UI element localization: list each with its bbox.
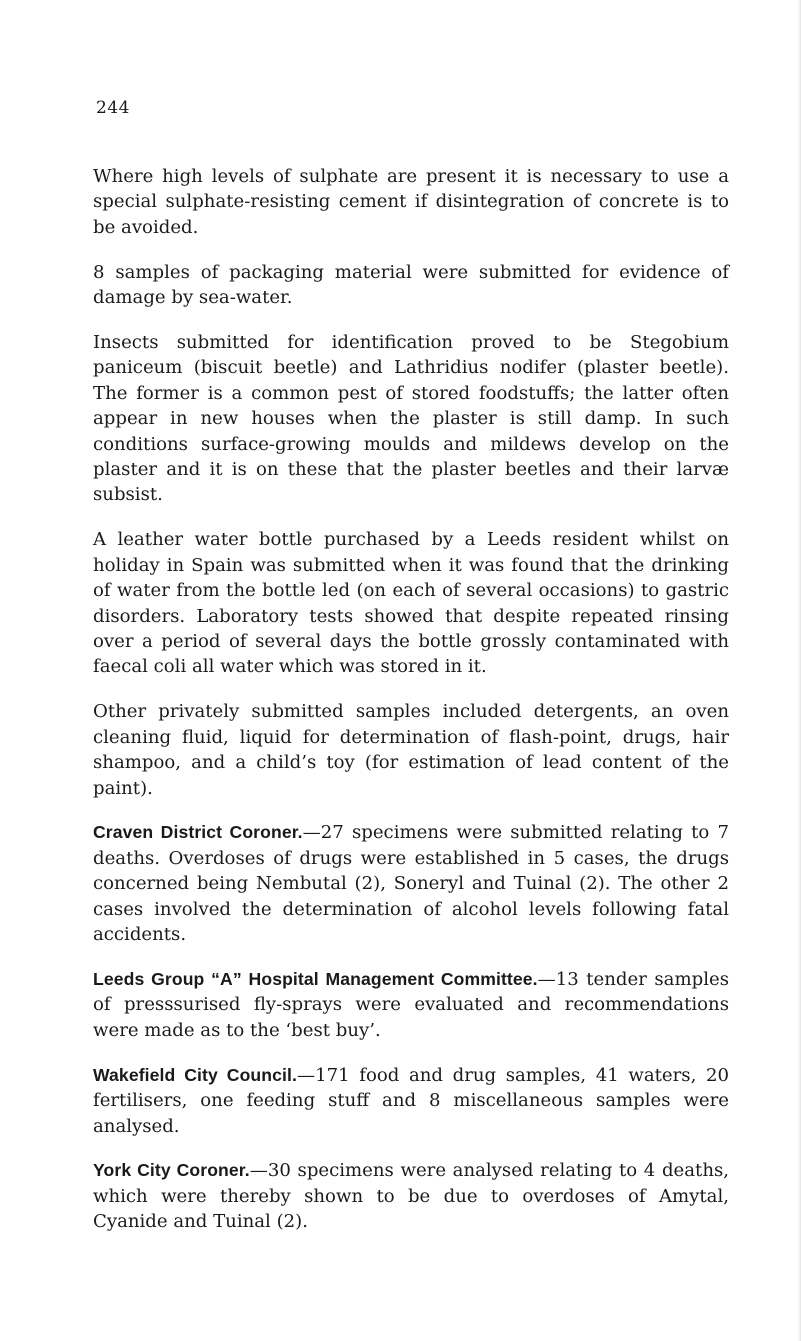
section-text: —27 specimens were submitted relating to 7 deaths. Overdoses of drugs were established in 5 cases, the drugs concerned being Nembutal (2), Soneryl and Tuinal (2). The other 2 cases involved the determination of alcohol levels following fatal accidents. — [93, 822, 729, 946]
section-craven-coroner — [93, 820, 729, 947]
section-wakefield-council — [93, 1063, 729, 1139]
paragraph-water-bottle: A leather water bottle purchased by a Leeds resident whilst on holiday in Spain was submitted when it was found that the drinking of water from the bottle led (on each of several occasions) to gastric disorders. Laboratory tests showed that despite repeated rinsing over a period of several days the bottle grossly contaminated with faecal coli all water which was stored in it. — [93, 529, 729, 678]
section-text: —171 food and drug samples, 41 waters, 20 fertilisers, one feeding stuff and 8 miscellaneous samples were analysed. — [93, 1064, 729, 1137]
paragraph-packaging: 8 samples of packaging material were submitted for evidence of damage by sea-water. — [93, 261, 729, 309]
section-heading: Craven District Coroner. — [93, 822, 303, 843]
paragraph-insects: Insects submitted for identification proved to be Stegobium paniceum (biscuit beetle) and Lathridius nodifer (plaster beetle). The former is a common pest of stored foodstuffs; the latter often appear in new houses when the plaster is still damp. In such conditions surface-growing moulds and mildews develop on the plaster and it is on these that the plaster beetles and their larvæ subsist. — [93, 332, 729, 506]
section-heading: Leeds Group “A” Hospital Management Committee. — [93, 968, 538, 989]
section-heading: York City Coroner. — [93, 1160, 250, 1181]
section-text: —13 tender samples of presssurised fly-sprays were evaluated and recommendations were made as to the ‘best buy’. — [93, 968, 729, 1041]
section-text: —30 specimens were analysed relating to 4 deaths, which were thereby shown to be due to overdoses of Amytal, Cyanide and Tuinal (2). — [93, 1160, 730, 1233]
paragraph-private-samples: Other privately submitted samples included detergents, an oven cleaning fluid, liquid for determination of flash-point, drugs, hair shampoo, and a child’s toy (for estimation of lead content of the paint). — [93, 701, 729, 799]
paragraph-sulphate: Where high levels of sulphate are present it is necessary to use a special sulphate-resisting cement if disintegration of concrete is to be avoided. — [93, 166, 729, 238]
page-number: 244 — [96, 98, 130, 118]
section-york-coroner — [93, 1158, 729, 1234]
section-heading: Wakefield City Council. — [93, 1064, 297, 1085]
body-text — [93, 164, 729, 1254]
section-leeds-hospital — [93, 967, 729, 1043]
